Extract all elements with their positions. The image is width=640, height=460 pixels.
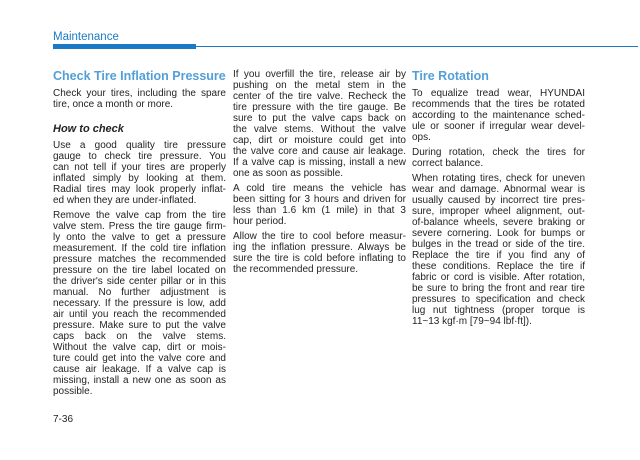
text-line: hour period. (233, 216, 287, 227)
text-line: ly onto the valve to get a pressure (53, 232, 226, 243)
text-line: lug nut tightness (proper torque is (412, 305, 585, 316)
paragraph (53, 88, 226, 110)
text-line: fabric or cord is visible. After rotation, (412, 272, 585, 283)
text-line: according to the maintenance sched- (412, 110, 585, 121)
text-line: the driver's side center pillar or in this (53, 276, 226, 287)
text-line: sure the tire is cold before inflating to (233, 253, 406, 264)
page-number: 7-36 (53, 414, 74, 425)
text-line: these conditions. Replace the tire if (412, 261, 585, 272)
text-line: Allow the tire to cool before measur- (233, 231, 406, 242)
text-line: possible. (53, 386, 93, 397)
text-line: the valve core and cause air leakage. (233, 146, 406, 157)
text-line: the valve stems. Without the valve (233, 124, 406, 135)
text-line: pressure. Make sure to put the valve (53, 320, 226, 331)
text-line: valve stem. Press the tire gauge firm- (53, 221, 226, 232)
text-line: usually caused by incorrect tire pres- (412, 195, 585, 206)
text-line: A cold tire means the vehicle has (233, 183, 406, 194)
text-line: To equalize tread wear, HYUNDAI (412, 88, 585, 99)
text-line: sure, improper wheel alignment, out- (412, 206, 585, 217)
text-line: ops. (412, 132, 431, 143)
text-line: pressure on the tire label located on (53, 265, 226, 276)
text-line: caps back on the valve stems. (53, 331, 226, 342)
text-line: air until you reach the recommended (53, 309, 226, 320)
text-line: 11~13 kgf·m [79~94 lbf·ft]). (412, 316, 532, 327)
text-line: less than 1.6 km (1 mile) in that 3 (233, 205, 406, 216)
text-line: can not tell if your tires are properly (53, 162, 226, 173)
text-line: Use a good quality tire pressure (53, 140, 226, 151)
text-line: severe cornering. Look for bumps or (412, 228, 585, 239)
text-line: ing the inflation pressure. Always be (233, 242, 406, 253)
text-line: the recommended pressure. (233, 264, 359, 275)
paragraph (412, 88, 585, 143)
section-header-label: Maintenance (53, 31, 119, 43)
text-line: sure to put the valve caps back on (233, 113, 406, 124)
paragraph (53, 140, 226, 206)
text-line: pressure matches the recommended (53, 254, 226, 265)
text-line: measurement. If the cold tire inflation (53, 243, 226, 254)
text-line: wear and damage. Abnormal wear is (412, 184, 585, 195)
text-line: missing, install a new one as soon as (53, 375, 226, 386)
text-line: manual. No further adjustment is (53, 287, 226, 298)
text-line: gauge to check tire pressure. You (53, 151, 226, 162)
text-line: ed when they are under-inflated. (53, 195, 197, 206)
paragraph (233, 69, 406, 179)
header-underline-bar (53, 44, 196, 49)
paragraph (53, 210, 226, 397)
text-line: When rotating tires, check for uneven (412, 173, 585, 184)
text-line: Without the valve cap, dirt or mois- (53, 342, 226, 353)
column-right (412, 69, 585, 331)
text-line: been sitting for 3 hours and driven for (233, 194, 406, 205)
paragraph (412, 147, 585, 169)
column-left (53, 69, 226, 401)
text-line: Remove the valve cap from the tire (53, 210, 226, 221)
text-line: recommends that the tires be rotated (412, 99, 585, 110)
text-line: Check your tires, including the spare (53, 88, 226, 99)
text-line: cause air leakage. If a valve cap is (53, 364, 226, 375)
text-line: bulges in the tread or side of the tire. (412, 239, 585, 250)
text-line: tire, once a month or more. (53, 99, 174, 110)
text-line: tire pressure with the tire gauge. Be (233, 102, 406, 113)
paragraph (412, 173, 585, 327)
section-heading: Check Tire Inflation Pressure (53, 69, 226, 83)
text-line: be sure to bring the front and rear tire (412, 283, 585, 294)
sub-heading: How to check (53, 123, 124, 135)
column-middle (233, 69, 406, 279)
paragraph (233, 231, 406, 275)
text-line: If a valve cap is missing, install a new (233, 157, 406, 168)
text-line: ture could get into the valve core and (53, 353, 226, 364)
paragraph (233, 183, 406, 227)
text-line: of-balance wheels, severe braking or (412, 217, 585, 228)
section-heading: Tire Rotation (412, 69, 489, 83)
text-line: necessary. If the pressure is low, add (53, 298, 226, 309)
text-line: During rotation, check the tires for (412, 147, 585, 158)
text-line: Replace the tire if you find any of (412, 250, 585, 261)
text-line: ule or sooner if irregular wear devel- (412, 121, 585, 132)
text-line: correct balance. (412, 158, 484, 169)
text-line: cap, dirt or moisture could get into (233, 135, 406, 146)
text-line: inflated simply by looking at them. (53, 173, 226, 184)
text-line: Radial tires may look properly inflat- (53, 184, 226, 195)
text-line: one as soon as possible. (233, 168, 344, 179)
text-line: pushing on the metal stem in the (233, 80, 406, 91)
header-rule-line (196, 46, 638, 47)
text-line: pressures to specification and check (412, 294, 585, 305)
text-line: center of the tire valve. Recheck the (233, 91, 406, 102)
text-line: If you overfill the tire, release air by (233, 69, 406, 80)
